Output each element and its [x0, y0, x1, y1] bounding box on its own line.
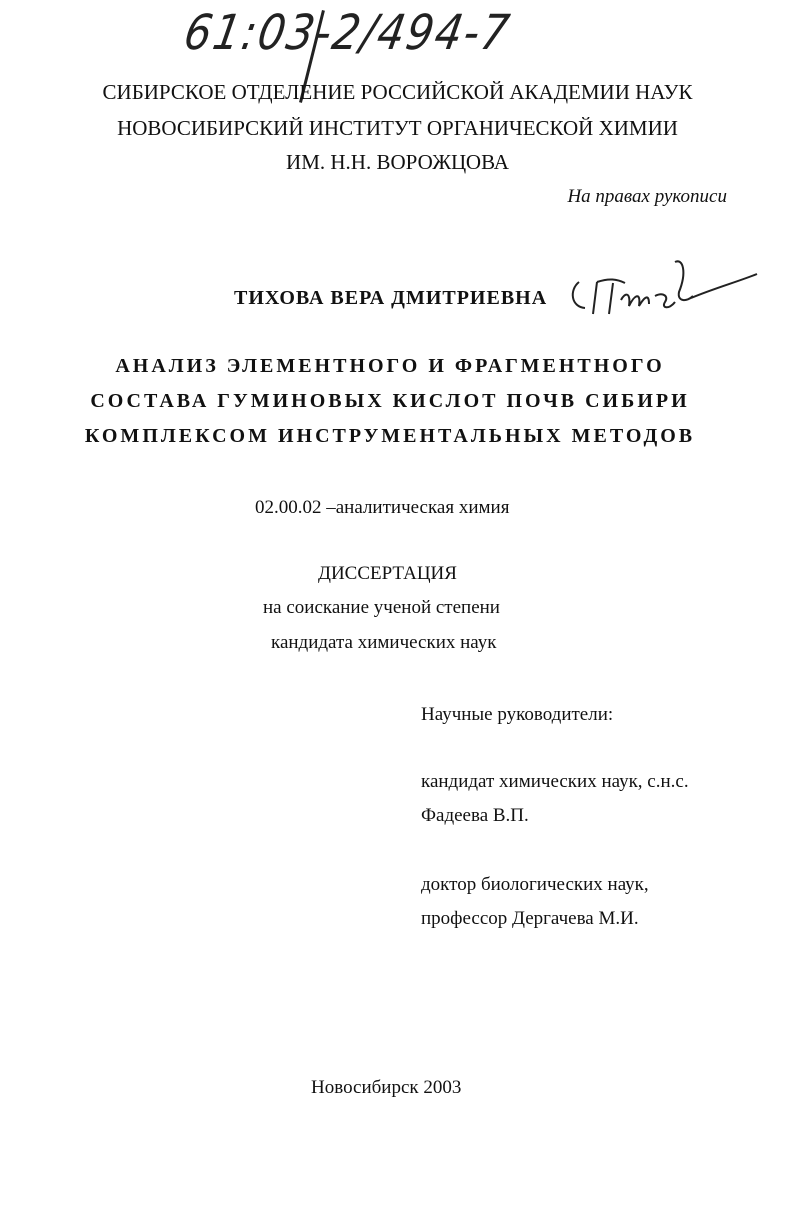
dissertation-label: ДИССЕРТАЦИЯ — [318, 563, 457, 584]
supervisor-2-name: профессор Дергачева М.И. — [421, 908, 639, 929]
institution-line-3: ИМ. Н.Н. ВОРОЖЦОВА — [286, 150, 509, 174]
author-name: ТИХОВА ВЕРА ДМИТРИЕВНА — [234, 287, 548, 309]
institution-line-1: СИБИРСКОЕ ОТДЕЛЕНИЕ РОССИЙСКОЙ АКАДЕМИИ НАУК — [102, 80, 693, 104]
specialty-code: 02.00.02 –аналитическая химия — [255, 497, 510, 518]
supervisors-heading: Научные руководители: — [421, 704, 614, 725]
archive-number-handwritten: 61:03-2/494-7 — [180, 4, 516, 61]
dissertation-title-line-3: КОМПЛЕКСОМ ИНСТРУМЕНТАЛЬНЫХ МЕТОДОВ — [84, 425, 696, 447]
city-year: Новосибирск 2003 — [311, 1077, 462, 1098]
institution-line-2: НОВОСИБИРСКИЙ ИНСТИТУТ ОРГАНИЧЕСКОЙ ХИМИИ — [117, 116, 678, 140]
author-signature — [565, 252, 760, 327]
dissertation-title-line-1: АНАЛИЗ ЭЛЕМЕНТНОГО И ФРАГМЕНТНОГО — [115, 355, 665, 377]
supervisor-1-degree: кандидат химических наук, с.н.с. — [421, 771, 689, 792]
dissertation-title-line-2: СОСТАВА ГУМИНОВЫХ КИСЛОТ ПОЧВ СИБИРИ — [90, 390, 690, 412]
degree-purpose: на соискание ученой степени — [263, 597, 500, 618]
supervisor-1-name: Фадеева В.П. — [421, 805, 529, 826]
degree-name: кандидата химических наук — [271, 632, 497, 653]
rights-note: На правах рукописи — [567, 186, 727, 207]
supervisor-2-degree: доктор биологических наук, — [421, 874, 649, 895]
